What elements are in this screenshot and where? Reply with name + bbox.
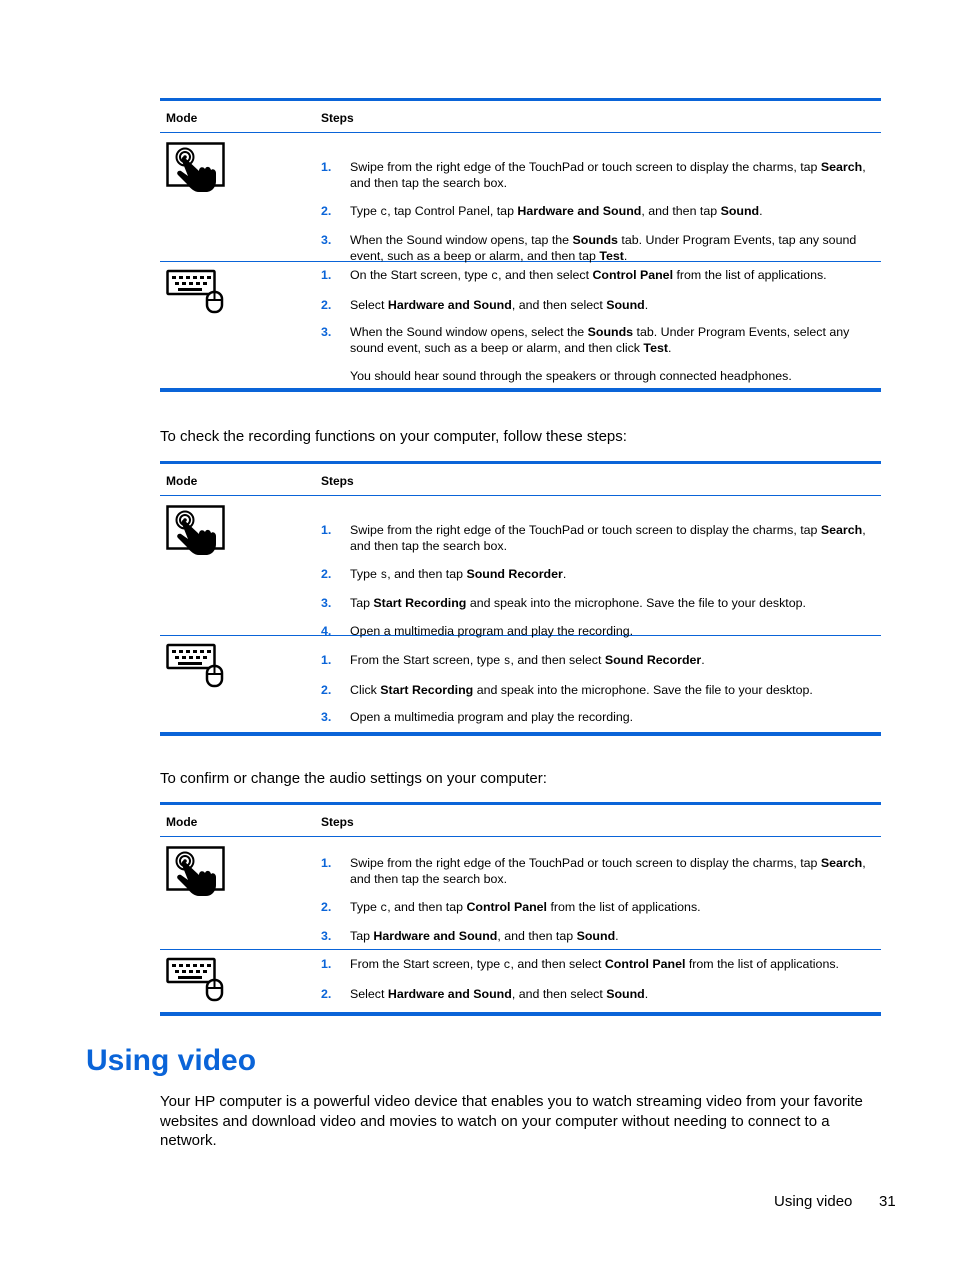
step-bold-text: Sound Recorder [604, 653, 702, 667]
touch-gesture-icon [166, 142, 226, 199]
step-bold-text: Test [643, 341, 668, 355]
step-text: Type [350, 566, 381, 581]
step-text: From the Start screen, type [350, 957, 504, 971]
step-text: When the Sound window opens, tap the [350, 233, 573, 247]
step-text: Tap [350, 596, 374, 610]
step-item [321, 709, 877, 725]
step-text: Click [350, 682, 381, 697]
keyboard-mouse-icon [166, 642, 226, 693]
step-item [321, 159, 877, 191]
step-number: 2. [321, 899, 332, 914]
step-text: , and then tap [387, 566, 467, 581]
step-item [321, 566, 877, 584]
step-text: from the list of applications. [547, 899, 701, 914]
step-text: from the list of applications. [673, 268, 827, 282]
step-number: 3. [321, 929, 332, 943]
steps-column-header: Steps [321, 111, 354, 125]
step-number: 2. [321, 986, 332, 1001]
step-item [321, 986, 877, 1002]
step-bold-text: Start Recording [373, 596, 467, 610]
step-number: 3. [321, 596, 332, 610]
footer-section-title: Using video [774, 1193, 853, 1210]
step-text: On the Start screen, type [350, 268, 492, 282]
step-text: , and then select [510, 957, 605, 971]
step-text: from the list of applications. [685, 957, 839, 971]
step-text: and speak into the microphone. Save the file to your desktop. [466, 596, 806, 610]
step-bold-text: Hardware and Sound [373, 929, 498, 943]
step-text: From the Start screen, type [350, 653, 504, 667]
step-number: 2. [321, 566, 332, 581]
steps-list [321, 652, 877, 737]
step-text: , and then tap [387, 899, 467, 914]
step-text: When the Sound window opens, select the [350, 325, 588, 339]
recording-test-table [160, 461, 881, 736]
step-text: , and then select [498, 268, 593, 282]
step-text: and speak into the microphone. Save the file to your desktop. [473, 682, 813, 697]
step-bold-text: Start Recording [380, 682, 474, 697]
step-number: 1. [321, 523, 332, 537]
step-text: Swipe from the right edge of the TouchPad or touch screen to display the charms, tap [350, 523, 821, 537]
step-item [321, 652, 877, 670]
step-text: Select [350, 297, 388, 312]
steps-column-header: Steps [321, 815, 354, 829]
steps-column-header: Steps [321, 474, 354, 488]
touch-gesture-icon [166, 846, 226, 903]
step-item [321, 928, 877, 944]
table-row [160, 133, 881, 262]
step-item [321, 522, 877, 554]
step-typed-key: c [380, 205, 388, 219]
table-row [160, 262, 881, 388]
step-item [321, 855, 877, 887]
step-text: , and then select [511, 986, 607, 1001]
step-bold-text: Control Panel [466, 899, 547, 914]
table-header [160, 805, 881, 837]
step-typed-key: c [503, 959, 511, 972]
page-number: 31 [879, 1193, 896, 1210]
step-text: Swipe from the right edge of the TouchPad or touch screen to display the charms, tap [350, 856, 821, 870]
touch-gesture-icon [166, 505, 226, 562]
step-text: , and then tap the search box. [350, 523, 866, 553]
step-text: Open a multimedia program and play the recording. [350, 623, 634, 638]
steps-list [321, 522, 877, 650]
step-bold-text: Sound [606, 986, 645, 1001]
step-text: . [615, 929, 619, 943]
keyboard-mouse-icon [166, 268, 226, 319]
step-typed-key: s [503, 655, 511, 668]
step-item [321, 324, 877, 356]
step-bold-text: Sound [606, 297, 645, 312]
step-bold-text: Hardware and Sound [387, 297, 512, 312]
step-number: 1. [321, 856, 332, 870]
step-typed-key: c [380, 901, 388, 915]
step-text: Swipe from the right edge of the TouchPad or touch screen to display the charms, tap [350, 160, 821, 174]
table-row [160, 636, 881, 732]
step-text: , tap Control Panel, tap [387, 203, 518, 218]
step-text: . [701, 653, 705, 667]
step-number: 2. [321, 203, 332, 218]
mode-column-header: Mode [166, 474, 198, 488]
step-text: . [667, 341, 672, 355]
step-text: Type [350, 203, 381, 218]
step-text: Select [350, 986, 388, 1001]
step-item [321, 203, 877, 221]
step-text: , and then select [511, 297, 607, 312]
step-text: , and then select [510, 653, 605, 667]
table-row [160, 950, 881, 1012]
step-text: , and then tap [641, 203, 721, 218]
step-text: . [759, 203, 763, 218]
step-text: . [644, 297, 649, 312]
step-text: Type [350, 899, 381, 914]
step-item [321, 267, 877, 285]
step-text: , and then tap the search box. [350, 856, 866, 886]
step-bold-text: Sounds [587, 325, 634, 339]
mode-column-header: Mode [166, 111, 198, 125]
step-bold-text: Sound Recorder [466, 566, 563, 581]
step-number: 1. [321, 268, 332, 282]
step-item [321, 956, 877, 974]
step-text: . [623, 249, 628, 263]
steps-list [321, 159, 877, 276]
step-number: 3. [321, 325, 332, 339]
step-text: . [562, 566, 567, 581]
step-text: Open a multimedia program and play the recording. [350, 710, 634, 724]
step-bold-text: Hardware and Sound [387, 986, 512, 1001]
steps-list [321, 267, 877, 395]
step-number: 3. [321, 233, 332, 247]
step-item [321, 899, 877, 917]
table-header [160, 464, 881, 496]
step-text: tab. Under Program Events, select any sound event, such as a beep or alarm, and then click [350, 325, 850, 355]
step-bold-text: Search [820, 523, 863, 537]
recording-intro-text: To check the recording functions on your computer, follow these steps: [160, 428, 627, 445]
step-note: You should hear sound through the speakers or through connected headphones. [350, 368, 792, 383]
step-bold-text: Hardware and Sound [517, 203, 642, 218]
step-number: 1. [321, 160, 332, 174]
step-number: 1. [321, 653, 332, 667]
step-bold-text: Sound [720, 203, 760, 218]
step-typed-key: s [380, 568, 388, 582]
table-row [160, 496, 881, 636]
step-bold-text: Control Panel [592, 268, 674, 282]
step-bold-text: Sound [576, 929, 616, 943]
step-number: 1. [321, 957, 332, 971]
step-bold-text: Search [820, 856, 863, 870]
section-body-text: Your HP computer is a powerful video device that enables you to watch streaming video from your favorite websites and download video and movies to watch on your computer without needing to connect to a network. [160, 1093, 863, 1149]
section-heading: Using video [86, 1044, 257, 1077]
steps-list [321, 855, 877, 956]
keyboard-mouse-icon [166, 956, 226, 1007]
step-bold-text: Test [599, 249, 624, 263]
step-bold-text: Sounds [572, 233, 618, 247]
table-row [160, 837, 881, 950]
step-bold-text: Search [820, 160, 863, 174]
step-text: Tap [350, 929, 374, 943]
step-item [321, 682, 877, 698]
step-item [321, 297, 877, 313]
audio-test-table [160, 98, 881, 392]
step-text: , and then tap [497, 929, 577, 943]
audio-settings-table [160, 802, 881, 1016]
step-typed-key: c [491, 270, 499, 283]
step-text: , and then tap the search box. [350, 160, 866, 190]
step-bold-text: Control Panel [604, 957, 686, 971]
steps-list [321, 956, 877, 1013]
step-text: tab. Under Program Events, tap any sound event, such as a beep or alarm, and then tap [350, 233, 857, 263]
step-number: 2. [321, 297, 332, 312]
step-text: . [644, 986, 649, 1001]
step-number: 4. [321, 623, 332, 638]
step-number: 2. [321, 682, 332, 697]
table-header [160, 101, 881, 133]
step-item [321, 595, 877, 611]
step-number: 3. [321, 710, 332, 724]
step-item [321, 232, 877, 264]
mode-column-header: Mode [166, 815, 198, 829]
settings-intro-text: To confirm or change the audio settings on your computer: [160, 770, 547, 787]
